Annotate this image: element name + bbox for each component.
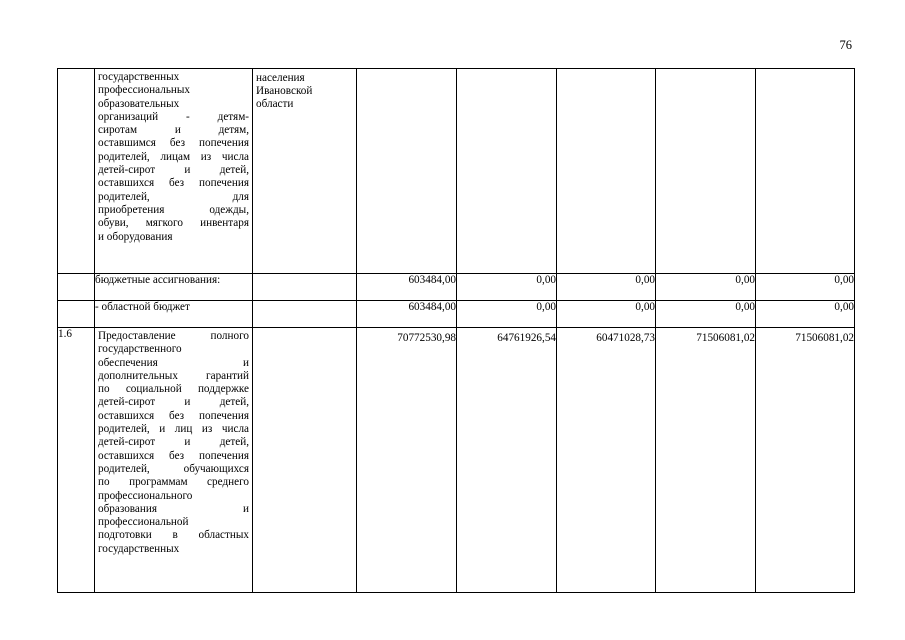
row-value bbox=[357, 69, 457, 274]
row-value: 603484,00 bbox=[357, 274, 457, 301]
row-value: 0,00 bbox=[457, 301, 557, 328]
population-line: области bbox=[256, 98, 294, 110]
table-row bbox=[58, 274, 855, 301]
description-line: родителей, для bbox=[98, 190, 249, 203]
description-line: приобретения одежды, bbox=[98, 203, 249, 216]
description-line: по социальной поддержке bbox=[98, 383, 249, 396]
description-line: Предоставление полного bbox=[98, 330, 249, 342]
table-row bbox=[58, 328, 855, 593]
row-description bbox=[95, 328, 253, 593]
row-value: 0,00 bbox=[756, 274, 855, 301]
description-line: подготовки в областных bbox=[98, 529, 249, 542]
description-line: обуви, мягкого инвентаря bbox=[98, 217, 249, 230]
row-value: 70772530,98 bbox=[357, 328, 457, 593]
population-line: населения bbox=[256, 72, 305, 84]
description-line: образовательных bbox=[98, 97, 180, 110]
row-population bbox=[253, 69, 357, 274]
description-line: детей-сирот и детей, bbox=[98, 396, 249, 409]
row-value: 603484,00 bbox=[357, 301, 457, 328]
row-population bbox=[253, 274, 357, 301]
row-value: 0,00 bbox=[756, 301, 855, 328]
row-value: 64761926,54 bbox=[457, 328, 557, 593]
table-row bbox=[58, 301, 855, 328]
budget-table bbox=[57, 68, 855, 593]
row-population bbox=[253, 328, 357, 593]
population-line: Ивановской bbox=[256, 85, 313, 97]
page-number: 76 bbox=[839, 38, 852, 52]
description-line: родителей, обучающихся bbox=[98, 462, 249, 475]
description-line: организаций - детям- bbox=[98, 110, 249, 123]
description-line: профессионального bbox=[98, 489, 193, 502]
description-line: дополнительных гарантий bbox=[98, 369, 249, 382]
description-line: оставшихся без попечения bbox=[98, 449, 249, 462]
row-value: 0,00 bbox=[557, 301, 656, 328]
row-value bbox=[557, 69, 656, 274]
row-index: 1.6 bbox=[58, 328, 95, 593]
description-line: и оборудования bbox=[98, 230, 173, 243]
row-index bbox=[58, 274, 95, 301]
description-line: родителей, лицам из числа bbox=[98, 150, 249, 163]
row-index bbox=[58, 69, 95, 274]
description-line: профессиональных bbox=[98, 84, 191, 97]
description-line: оставшимся без попечения bbox=[98, 137, 249, 150]
row-value: 0,00 bbox=[457, 274, 557, 301]
row-value: 60471028,73 bbox=[557, 328, 656, 593]
description-line: сиротам и детям, bbox=[98, 124, 249, 137]
row-description bbox=[95, 69, 253, 274]
description-line: профессиональной bbox=[98, 516, 189, 529]
row-value: 0,00 bbox=[656, 301, 756, 328]
table-row bbox=[58, 69, 855, 274]
row-value: 0,00 bbox=[656, 274, 756, 301]
description-line: государственного bbox=[98, 343, 182, 356]
description-line: государственных bbox=[98, 71, 180, 83]
row-description: бюджетные ассигнования: bbox=[95, 274, 253, 301]
description-line: государственных bbox=[98, 542, 180, 555]
description-line: оставшихся без попечения bbox=[98, 177, 249, 190]
description-line: детей-сирот и детей, bbox=[98, 436, 249, 449]
description-line: родителей, и лиц из числа bbox=[98, 423, 249, 436]
row-value: 71506081,02 bbox=[756, 328, 855, 593]
row-value bbox=[457, 69, 557, 274]
row-value bbox=[656, 69, 756, 274]
row-index bbox=[58, 301, 95, 328]
description-line: обеспечения и bbox=[98, 356, 249, 369]
row-value: 0,00 bbox=[557, 274, 656, 301]
row-value: 71506081,02 bbox=[656, 328, 756, 593]
description-line: по программам среднего bbox=[98, 476, 249, 489]
row-value bbox=[756, 69, 855, 274]
description-line: детей-сирот и детей, bbox=[98, 164, 249, 177]
description-line: образования и bbox=[98, 502, 249, 515]
description-line: оставшихся без попечения bbox=[98, 409, 249, 422]
row-population bbox=[253, 301, 357, 328]
row-description: - областной бюджет bbox=[95, 301, 253, 328]
